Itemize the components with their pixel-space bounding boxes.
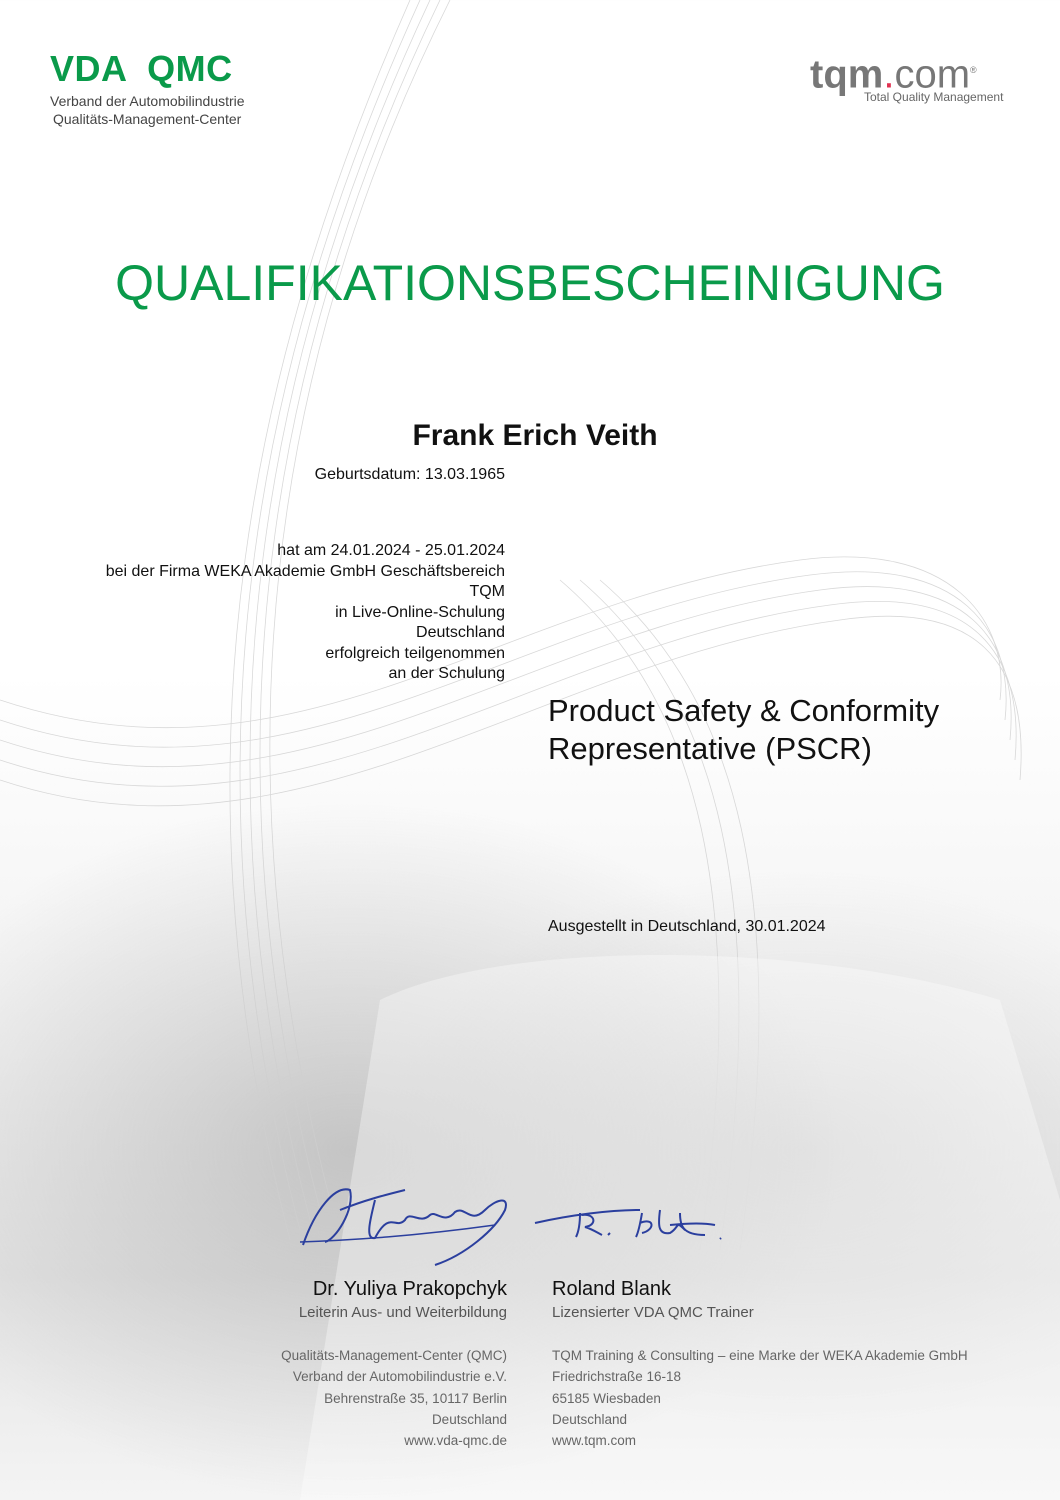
registered-mark: ® xyxy=(970,65,977,75)
course-title xyxy=(548,692,939,768)
tqm-logo-tagline: Total Quality Management xyxy=(864,90,1004,105)
participation-line: in Live-Online-Schulung xyxy=(335,603,505,621)
tqm-logo-dot: . xyxy=(883,52,895,97)
address-line: Behrenstraße 35, 10117 Berlin xyxy=(324,1390,507,1406)
address-line: Deutschland xyxy=(431,1411,507,1427)
signatory-address xyxy=(281,1345,507,1451)
signatory-2-block xyxy=(552,1278,968,1451)
signatory-role: Leiterin Aus- und Weiterbildung xyxy=(298,1304,507,1321)
address-line: Deutschland xyxy=(552,1411,628,1427)
tqm-logo xyxy=(810,50,1003,104)
course-title-line1: Product Safety & Conformity xyxy=(548,693,940,728)
signatory-name: Dr. Yuliya Prakopchyk xyxy=(312,1278,507,1300)
participation-line: Deutschland xyxy=(416,624,505,641)
address-line: TQM Training & Consulting – eine Marke der WEKA Akademie GmbH xyxy=(552,1348,968,1363)
address-line: Verband der Automobilindustrie e.V. xyxy=(292,1369,507,1385)
participation-line: bei der Firma WEKA Akademie GmbH Geschäftsbereich xyxy=(105,562,505,580)
participation-line: hat am 24.01.2024 - 25.01.2024 xyxy=(277,542,505,559)
birth-date: Geburtsdatum: 13.03.1965 xyxy=(314,466,505,483)
certificate-title: QUALIFIKATIONSBESCHEINIGUNG xyxy=(115,255,945,311)
signatory-address xyxy=(552,1345,968,1451)
participation-line: TQM xyxy=(469,583,505,600)
tqm-logo-mark: tqm xyxy=(810,52,884,97)
participation-line: erfolgreich teilgenommen xyxy=(325,644,505,662)
participation-line: an der Schulung xyxy=(388,665,505,682)
signatory-name: Roland Blank xyxy=(552,1278,671,1300)
address-line: Friedrichstraße 16-18 xyxy=(552,1369,682,1385)
address-line: Qualitäts-Management-Center (QMC) xyxy=(281,1348,507,1363)
vda-logo-line2: Qualitäts-Management-Center xyxy=(53,111,242,127)
signature-prakopchyk xyxy=(295,1170,525,1270)
signatory-role: Lizensierter VDA QMC Trainer xyxy=(552,1304,754,1321)
address-line: 65185 Wiesbaden xyxy=(552,1390,661,1406)
participation-text xyxy=(106,541,505,685)
address-line[interactable]: www.vda-qmc.de xyxy=(404,1433,507,1449)
issue-place-date: Ausgestellt in Deutschland, 30.01.2024 xyxy=(548,918,826,935)
course-title-line2: Representative (PSCR) xyxy=(548,731,872,766)
signature-blank xyxy=(530,1195,730,1255)
vda-qmc-logo-mark: VDA QMC xyxy=(50,48,233,89)
recipient-name: Frank Erich Veith xyxy=(412,419,658,452)
vda-qmc-logo xyxy=(50,48,245,128)
signatory-1-block xyxy=(281,1278,507,1451)
tqm-logo-com: com xyxy=(894,52,971,97)
vda-logo-line1: Verband der Automobilindustrie xyxy=(50,93,245,109)
address-line[interactable]: www.tqm.com xyxy=(552,1433,637,1449)
